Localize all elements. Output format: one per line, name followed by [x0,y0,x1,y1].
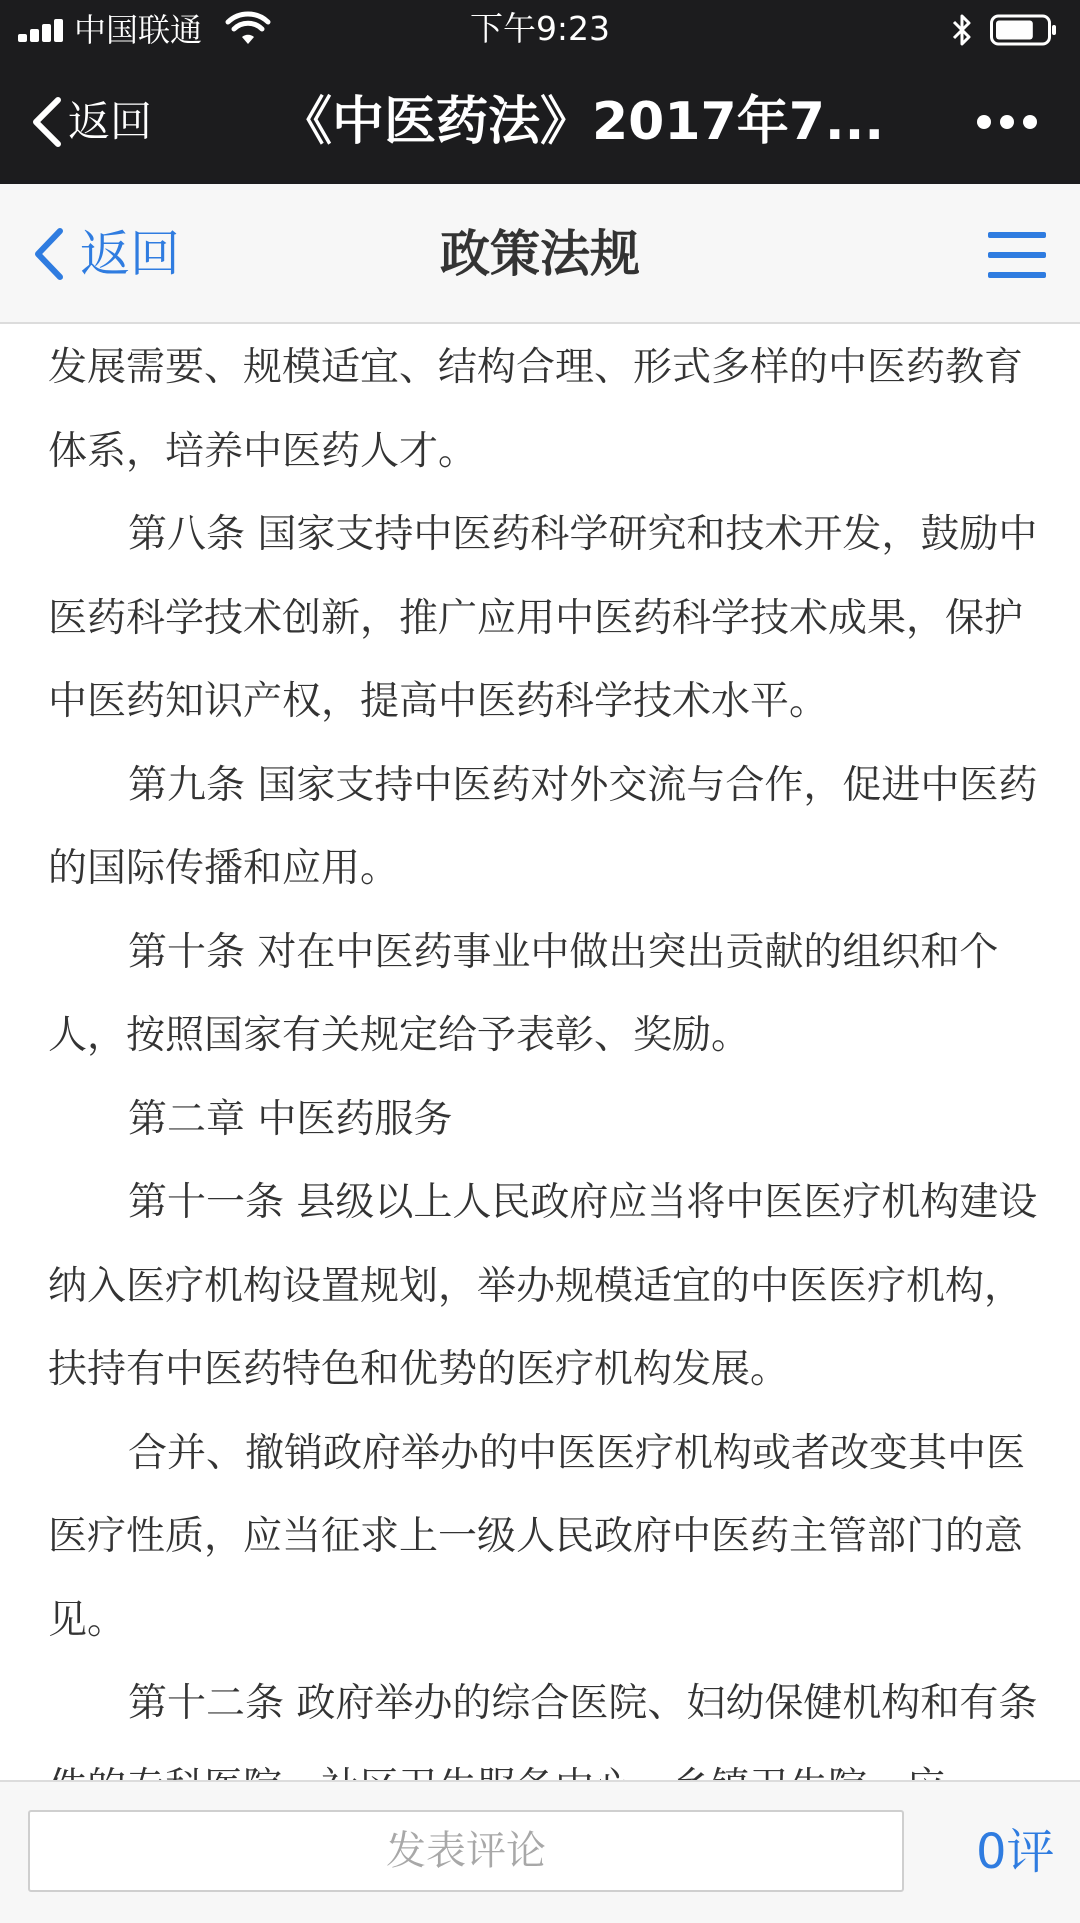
carrier-name: 中国联通 [74,11,203,49]
wechat-top-area [0,0,1080,184]
article-paragraph: 第八条 国家支持中医药科学研究和技术开发，鼓励中医药科学技术创新，推广应用中医药科学技术成果，保护中医药知识产权，提高中医药科学技术水平。 [48,512,1038,724]
comment-bar [0,1780,1080,1923]
status-time: 下午9:23 [469,9,611,48]
more-options-icon[interactable] [976,110,1038,134]
article-paragraph: 第十条 对在中医药事业中做出突出贡献的组织和个人，按照国家有关规定给予表彰、奖励。 [48,929,999,1058]
page-header [0,184,1080,324]
article-paragraph: 第十二条 政府举办的综合医院、妇幼保健机构和有条 [128,1681,1038,1726]
chevron-left-icon [28,94,64,150]
wechat-back-label: 返回 [68,97,153,146]
battery-icon [990,14,1058,46]
menu-icon[interactable] [986,228,1048,282]
article-paragraph: 第十一条 县级以上人民政府应当将中医医疗机构建设纳入医疗机构设置规划，举办规模适宜的中医医疗机构，扶持有中医药特色和优势的医疗机构发展。 [48,1180,1038,1392]
comment-count-button[interactable]: 0评 [976,1824,1055,1880]
wechat-back-button[interactable] [28,92,152,152]
bluetooth-icon [950,12,974,48]
chapter-heading: 第二章 中医药服务 [128,1096,453,1142]
comment-input[interactable]: 发表评论 [28,1810,904,1892]
article-body [48,326,1038,1780]
article-paragraph: 合并、撤销政府举办的中医医疗机构或者改变其中医医疗性质，应当征求上一级人民政府中医药主管部门的意见。 [48,1430,1026,1643]
page-back-label: 返回 [80,225,180,283]
wechat-nav-bar [0,60,1080,184]
article-paragraph: 第九条 国家支持中医药对外交流与合作，促进中医药的国际传播和应用。 [48,762,1038,891]
wechat-page-title: 《中医药法》2017年7... [280,92,885,152]
status-bar [0,0,1080,60]
article-paragraph: 发展需要、规模适宜、结构合理、形式多样的中医药教育体系，培养中医药人才。 [48,345,1024,474]
page-title: 政策法规 [440,225,640,283]
